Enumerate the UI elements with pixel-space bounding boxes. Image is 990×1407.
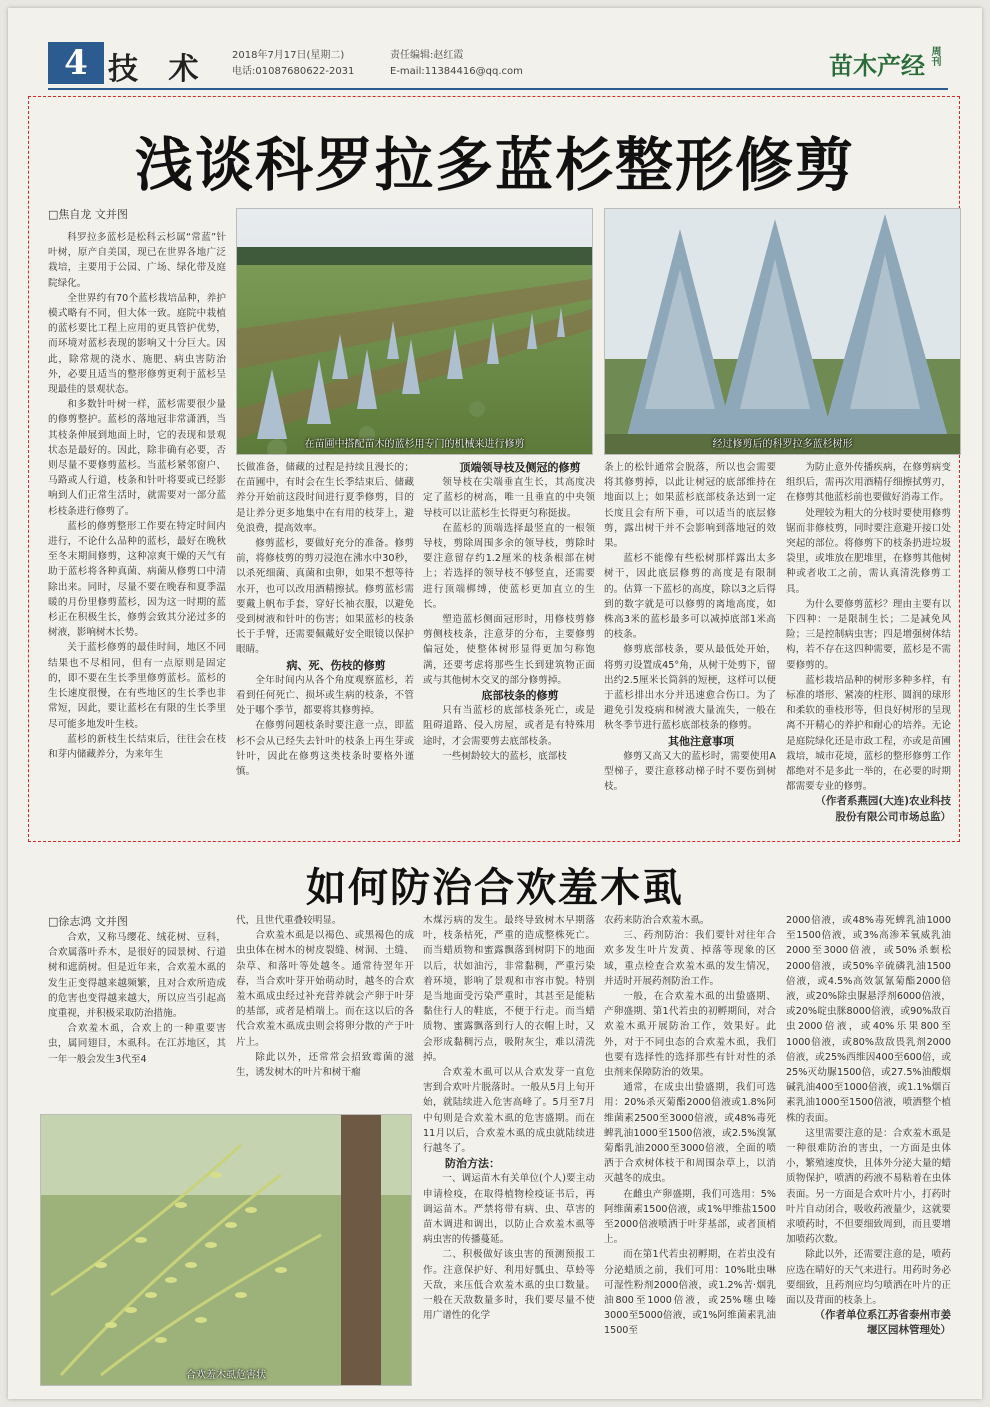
newspaper-page: [8, 8, 982, 1399]
article2-column-3: 木煤污病的发生。最终导致树木早期落叶，枝条枯死，严重的造成整株死亡。而当蜡质物和蜜露飘落到树阴下的地面以后，状如油污，非常黏稠，严重污染着环境，影响了景观和市容市貌。特别是当地面受污染严重时，其甚至是能粘黏住行人的鞋底，不便于行走。而当蜡质物、蜜露飘落到行人的衣帽上时，又会形成黏稠污点，吸附灰尘，难以清洗掉。 合欢羞木虱可以从合欢发芽一直危害到合欢叶片脱落时。一般从5月上旬开始，就陆续进入危害高峰了。5月至7月中旬则是合欢羞木虱的危害盛期。而在11月以后，合欢羞木虱的成虫就陆续进行越冬了。 防治方法： 一、调运苗木有关单位(个人)要主动申请检疫，在取得植物检疫证书后，再调运苗木。严禁将带有病、虫、草害的苗木调进和调出，以防止合欢羞木虱等病虫害的传播蔓延。 二、积极做好该虫害的预测预报工作。注意保护好、利用好瓢虫、草蛉等天敌，来压低合欢羞木虱的虫口数量。一般在天敌数量多时，我们要尽量不使用广谱性的化学: [423, 915, 595, 1322]
section-title: 技 术: [108, 52, 209, 87]
article1-byline: □焦自龙 文并图: [48, 208, 128, 221]
editor: 责任编辑:赵红霞: [390, 50, 464, 61]
article2-title: 如何防治合欢羞木虱: [306, 864, 684, 911]
article1-title: 浅谈科罗拉多蓝杉整形修剪: [134, 131, 855, 199]
email: E-mail:11384416@qq.com: [390, 66, 523, 77]
article2-column-2: 代，且世代重叠较明显。 合欢羞木虱是以褐色、或黑褐色的成虫虫体在树木的树皮裂缝、树洞、土缝、杂草、和落叶等处越冬。通常待翌年开春，当合欢叶芽开始萌动时，越冬的合欢羞木虱成虫经过补充营养就会产卵于叶芽的基部，或者是梢端上。而在这以后的各代合欢羞木虱成虫则会将卵分散的产于叶片上。 除此以外，还常常会招致霉菌的滋生，诱发树木的叶片和树干瘤: [236, 915, 414, 1079]
nursery-photo-caption: 在苗圃中搭配苗木的蓝杉用专门的机械来进行修剪: [304, 439, 525, 450]
silk-tree-photo-caption: 合欢羞木虱危害状: [186, 1370, 266, 1381]
spruce-image: [605, 209, 960, 454]
article1-column-5: 为防止意外传播疾病，在修剪病变组织后，需再次用酒精仔细擦拭剪刃，在修剪其他蓝杉前也要做好消毒工作。 处理较为粗大的分枝时要使用修剪锯而非修枝剪，同时要注意避开接口处突起的部位。将修剪下的枝条扔进垃圾袋里，或堆放在肥堆里，在修剪其他树种或者收工之前，需认真清洗修剪工具。 为什么要修剪蓝杉？理由主要有以下四种：一是限制生长；二是减免风险；三是控制病虫害；四是增强树体结构，若不存在这四种需要，蓝杉是不需要修剪的。 蓝杉栽培品种的树形多种多样，有标准的塔形、紧凑的柱形、圆润的球形和柔软的垂枝形等，但良好树形的呈现离不开精心的养护和耐心的培养。无论是庭院绿化还是市政工程，亦或是苗圃栽培，城市花境，蓝杉的整形修剪工作都绝对不是多此一举的，在必要的时期都需要专业的修剪。 （作者系燕园(大连)农业科技股份有限公司市场总监）: [786, 460, 951, 835]
article2-author: （作者单位系江苏省泰州市姜堰区园林管理处）: [814, 1309, 951, 1337]
page-number: 4: [48, 42, 104, 84]
subheading-other-notes: 其他注意事项: [668, 734, 734, 748]
silk-tree-image: [41, 1115, 411, 1385]
subheading-diseased-branches: 病、死、伤枝的修剪: [286, 658, 386, 672]
subheading-leader: 顶端领导枝及侧冠的修剪: [459, 461, 581, 474]
nursery-image: [237, 209, 592, 454]
article1-column-1: 科罗拉多蓝杉是松科云杉属“常蓝”针叶树，原产自美国，现已在世界各地广泛栽培，主要用于公园、广场、绿化带及庭院绿化。 全世界约有70个蓝杉栽培品种，养护模式略有不同，但大体一致。庭院中栽植的蓝杉要比工程上应用的更具管护优势，而环境对蓝杉表现的影响又十分巨大。因此，除常规的浇水、施肥、病虫害防治外，必要且适当的整形修剪更利于蓝杉呈现最佳的景观状态。 和多数针叶树一样，蓝杉需要很少量的修剪整护。蓝杉的落地冠非常潇洒，当其枝条伸展到地面上时，它的表现和景观状态是最好的。因此，除非确有必要，否则尽量不要修剪蓝杉。当蓝杉紧邻窗户、马路或人行道，枝条和针叶将要或已经影响到人们正常生活时，就需要对一部分蓝杉枝条进行修剪了。 蓝杉的修剪整形工作要在特定时间内进行，不论什么品种的蓝杉，最好在晚秋至冬末期间修剪，这种凉爽干燥的天气有助于蓝杉将各种真菌、病菌从修剪口中清除出来。同时，尽量不要在晚春和夏季温暖的月份里修剪蓝杉，因为这一时期的蓝杉正在积极生长，修剪会致其分泌过多的树液，影响树木长势。 关于蓝杉修剪的最佳时间，地区不同结果也不尽相同，但有一点原则是固定的，即不要在生长季里修剪蓝杉。蓝杉的生长速度很慢，在有些地区的生长季也非常短，因此，要让蓝杉在有限的生长季里尽可能多地发叶生枝。 蓝杉的新枝生长结束后，往往会在枝和芽内储藏养分，为来年生: [48, 232, 226, 760]
article2-byline: □徐志鸿 文并图: [48, 915, 128, 928]
article2-column-5: 2000倍液，或48%毒死蜱乳油1000至1500倍液，或3%高渗苯氧威乳油2000至3000倍液，或50%杀螟松2000倍液，或50%辛硫磷乳油1500倍液，或4.5%高效氯氰菊酯2000倍液，或20%除虫脲悬浮剂6000倍液，或20%啶虫脒8000倍液，或90%敌百虫2000倍液，或40%乐果800至1000倍液，或80%敌敌畏乳剂2000倍液，或25%西维因400至600倍，或25%灭幼脲1500倍，或27.5%油酸烟碱乳油400至1000倍液，或1.1%烟百素乳油1000至1500倍液，喷洒整个植株的表面。 这里需要注意的是：合欢羞木虱是一种很难防治的害虫，一方面是虫体小，繁殖速度快，且体外分泌大量的蜡质物保护，喷洒的药液不易粘着在虫体表面。另一方面是合欢叶片小，打药时叶片自动闭合，吸收药液量少，这就要求喷药时，不但要细致周到，而且要增加喷药次数。 除此以外，还需要注意的是，喷药应选在晴好的天气来进行。用药时务必要细致，且药剂应均匀喷洒在叶片的正面以及背面的枝条上。 （作者单位系江苏省泰州市姜堰区园林管理处）: [786, 913, 951, 1383]
article1-column-2: 长做准备，储藏的过程是持续且漫长的；在苗圃中，有时会在生长季结束后、储藏养分开始前这段时间进行夏季修剪，目的是让养分更多地集中在有用的枝芽上，避免浪费，提高效率。 修剪蓝杉，要做好充分的准备。修剪前，将修枝剪的剪刃浸泡在沸水中30秒，以杀死细菌、真菌和虫卵，如果不想等待水开，也可以改用酒精擦拭。修剪蓝杉需要戴上帆布手套，穿好长袖衣服，以避免受到树液和针叶的伤害；如果蓝杉的枝条长于手臂，还需要佩戴好安全眼镜以保护眼睛。 病、死、伤枝的修剪 全年时间内从各个角度观察蓝杉，若看到任何死亡、损坏或生病的枝条，不管处于哪个季节，都要将其修剪掉。 在修剪问题枝条时要注意一点，即蓝杉不会从已经失去针叶的枝条上再生芽或针叶，因此在修剪这类枝条时要格外谨慎。: [236, 462, 414, 778]
silk-tree-photo: [40, 1114, 412, 1386]
subheading-bottom-branches: 底部枝条的修剪: [481, 689, 559, 703]
spruce-photo-caption: 经过修剪后的科罗拉多蓝杉树形: [712, 439, 853, 450]
article1-author: （作者系燕园(大连)农业科技股份有限公司市场总监）: [815, 795, 951, 823]
issue-date: 2018年7月17日(星期二): [232, 50, 345, 61]
masthead-rule: [48, 88, 948, 90]
subheading-control-methods: 防治方法：: [445, 1157, 500, 1171]
nursery-photo: [236, 208, 593, 455]
spruce-photo: [604, 208, 961, 455]
brand-logo: 苗木产经 周刊: [829, 46, 940, 80]
article1-column-4: 条上的松针通常会脱落，所以也会需要将其修剪掉，以此让树冠的底部维持在地面以上；如果蓝杉底部枝条达到一定长度且会有所下垂，可以适当的底层修剪，露出树干并不会影响到落地冠的效果。 蓝杉不能像有些松树那样露出太多树干，因此底层修剪的高度是有限制的。估算一下蓝杉的高度，除以3之后得到的数字就是可以修剪的离地高度，如株高3米的蓝杉最多可以减掉底部1米高的枝条。 修剪底部枝条，要从最低处开始，将剪刃设置成45°角，从树干处剪下，留出约2.5厘米长筒斜的短梗，这样可以便于蓝杉排出水分并迅速愈合伤口。为了避免引发疫病和树液大量流失，一般在秋冬季节进行蓝杉底部枝条的修剪。 其他注意事项 修剪又高又大的蓝杉时，需要使用A型梯子，要注意移动梯子时不要伤到树枝。: [604, 462, 776, 793]
article2-column-1: 合欢，又称马缨花、绒花树、豆科，合欢属落叶乔木，是很好的园景树、行道树和遮荫树。但是近年来，合欢羞木虱的发生正变得越来越频繁，且对合欢所造成的危害也变得越来越大，所以应当引起高度重视，并积极采取防治措施。 合欢羞木虱，合欢上的一种重要害虫，属同翅目，木虱科。在江苏地区，其一年一般会发生3代至4: [48, 932, 226, 1065]
phone: 电话:01087680622-2031: [232, 66, 355, 77]
article2-column-4: 农药来防治合欢羞木虱。 三、药剂防治：我们要针对往年合欢多发生叶片发黄、掉落等现象的区域，重点检查合欢羞木虱的发生情况，并适时开展药剂防治工作。 一般，在合欢羞木虱的出蛰盛期、产卵盛期、第1代若虫的初孵期间，对合欢羞木虱开展防治工作，效果好。此外，对于不同虫态的合欢羞木虱，我们也要有选择性的选择那些有针对性的杀虫剂来保障防治的效果。 通常，在成虫出蛰盛期，我们可选用：20%杀灭菊酯2000倍液或1.8%阿维菌素2500至3000倍液，或48%毒死蜱乳油1000至1500倍液，或2.5%溴氰菊酯乳油2000至3000倍液，全面的喷洒于合欢树体枝干和周围杂草上，以消灭越冬的成虫。 在雌虫产卵盛期，我们可选用：5%阿维菌素1500倍液，或1%甲维盐1500至2000倍液喷洒于叶芽基部，或者顶梢上。 而在第1代若虫初孵期，在若虫没有分泌蜡质之前，我们可用：10%吡虫啉可湿性粉剂2000倍液，或1.2%苦·烟乳油800至1000倍液，或25%噻虫嗪3000至5000倍液，或1%阿维菌素乳油1500至: [604, 915, 776, 1337]
article1-column-3: 顶端领导枝及侧冠的修剪 领导枝在尖端垂直生长，其高度决定了蓝杉的树高，唯一且垂直的中央领导枝可以让蓝杉生长得更匀称挺拔。 在蓝杉的顶端选择最竖直的一根领导枝，剪除周围多余的领导枝，剪除时要注意留存约1.2厘米的枝条根部在树上；若选择的领导枝不够竖直，还需要进行顶端梆缚，使蓝杉更加直立的生长。 塑造蓝杉侧面冠形时，用修枝剪修剪侧枝枝条，注意芽的分布，主要修剪偏冠处，使整体树形显得更加匀称饱满，还要考虑将那些生长到建筑物正面或与其他树木交叉的部分修剪掉。 底部枝条的修剪 只有当蓝杉的底部枝条死亡，或是阻碍道路、侵入房屋，或者是有特殊用途时，才会需要剪去底部枝条。 一些树龄较大的蓝杉，底部枝: [423, 461, 595, 762]
